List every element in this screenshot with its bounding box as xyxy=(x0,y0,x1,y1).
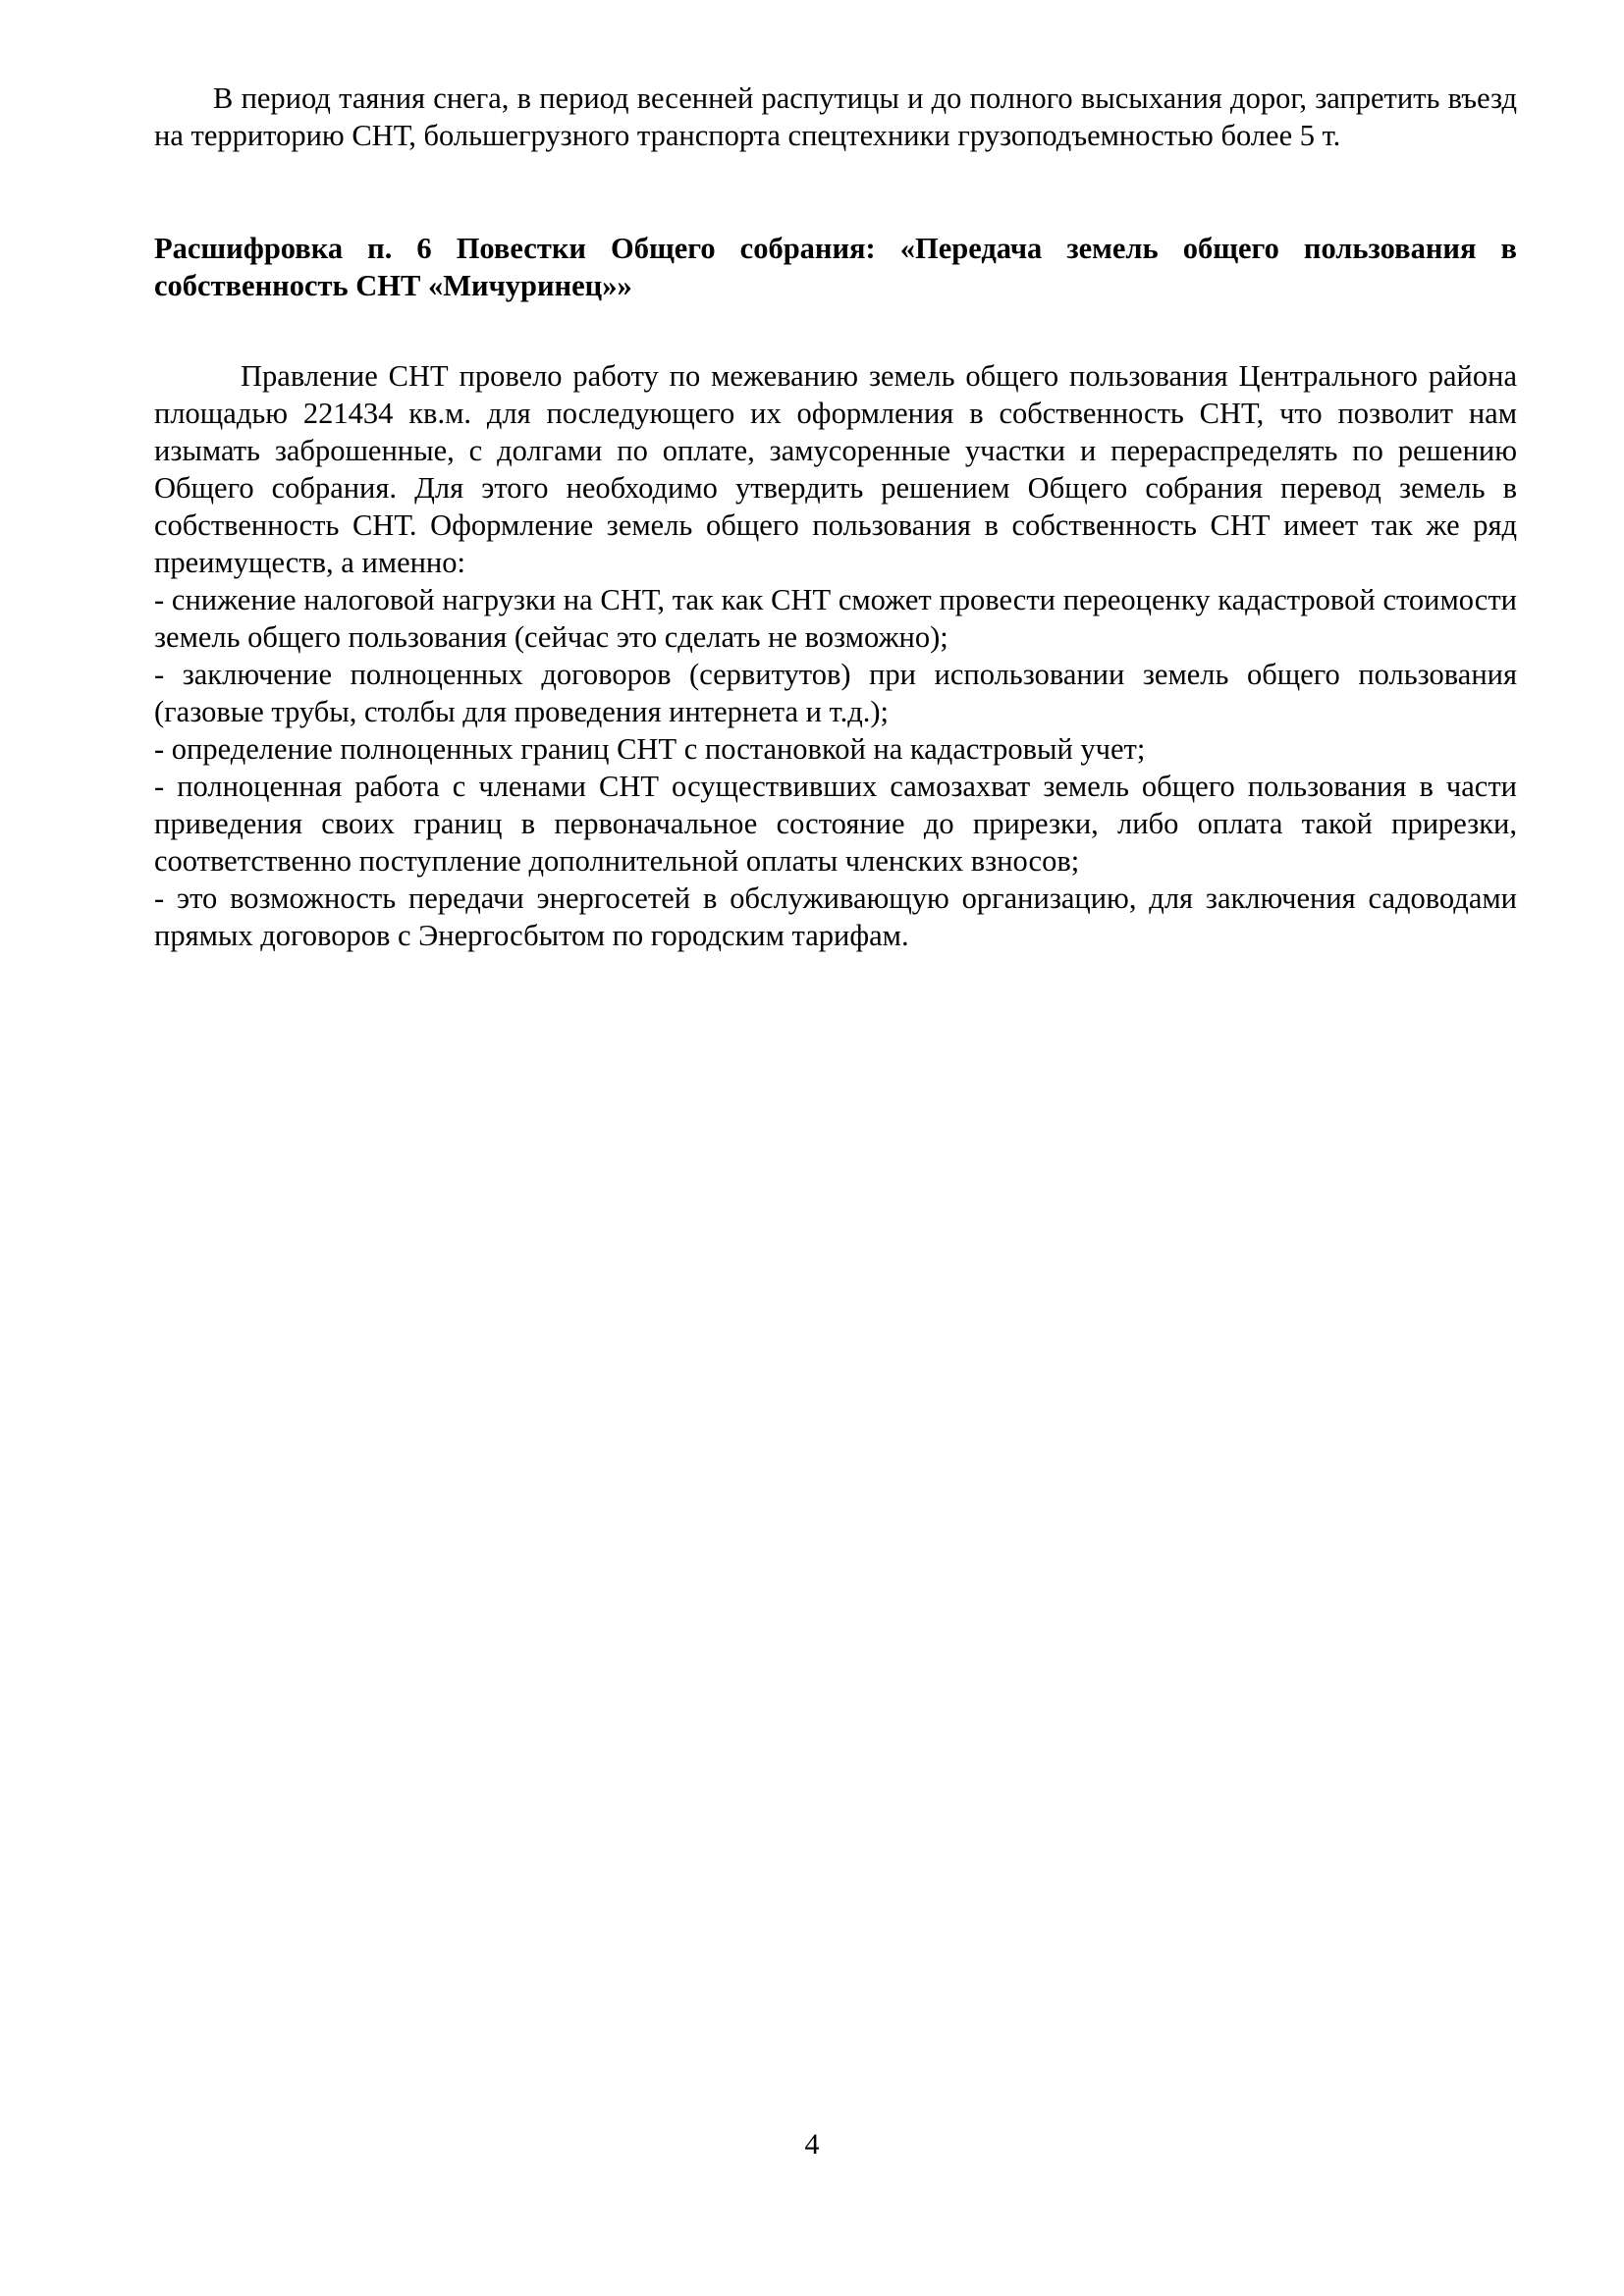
advantages-list xyxy=(154,581,1517,954)
section-heading: Расшифровка п. 6 Повестки Общего собрания: «Передача земель общего пользования в собственность СНТ «Мичуринец»» xyxy=(154,232,1517,302)
paragraph-road-restriction: В период таяния снега, в период весенней распутицы и до полного высыхания дорог, запретить въезд на территорию СНТ, большегрузного транспорта спецтехники грузоподъемностью более 5 т. xyxy=(154,81,1517,152)
list-item: - снижение налоговой нагрузки на СНТ, так как СНТ сможет провести переоценку кадастровой стоимости земель общего пользования (сейчас это сделать не возможно); xyxy=(154,583,1517,654)
section-body xyxy=(154,357,1517,954)
paragraph-land-transfer: Правление СНТ провело работу по межеванию земель общего пользования Центрального района площадью 221434 кв.м. для последующего их оформления в собственность СНТ, что позволит нам изымать заброшенные, с долгами по оплате, замусоренные участки и перераспределять по решению Общего собрания. Для этого необходимо утвердить решением Общего собрания перевод земель в собственность СНТ. Оформление земель общего пользования в собственность СНТ имеет так же ряд преимуществ, а именно: xyxy=(154,359,1517,579)
list-item: - это возможность передачи энергосетей в обслуживающую организацию, для заключения садоводами прямых договоров с Энергосбытом по городским тарифам. xyxy=(154,881,1517,952)
list-item: - определение полноценных границ СНТ с постановкой на кадастровый учет; xyxy=(154,732,1146,766)
page-number: 4 xyxy=(804,2128,820,2161)
list-item: - заключение полноценных договоров (сервитутов) при использовании земель общего пользования (газовые трубы, столбы для проведения интернета и т.д.); xyxy=(154,658,1517,728)
list-item: - полноценная работа с членами СНТ осуществивших самозахват земель общего пользования в части приведения своих границ в первоначальное состояние до прирезки, либо оплата такой прирезки, соответственно поступление дополнительной оплаты членских взносов; xyxy=(154,770,1517,878)
